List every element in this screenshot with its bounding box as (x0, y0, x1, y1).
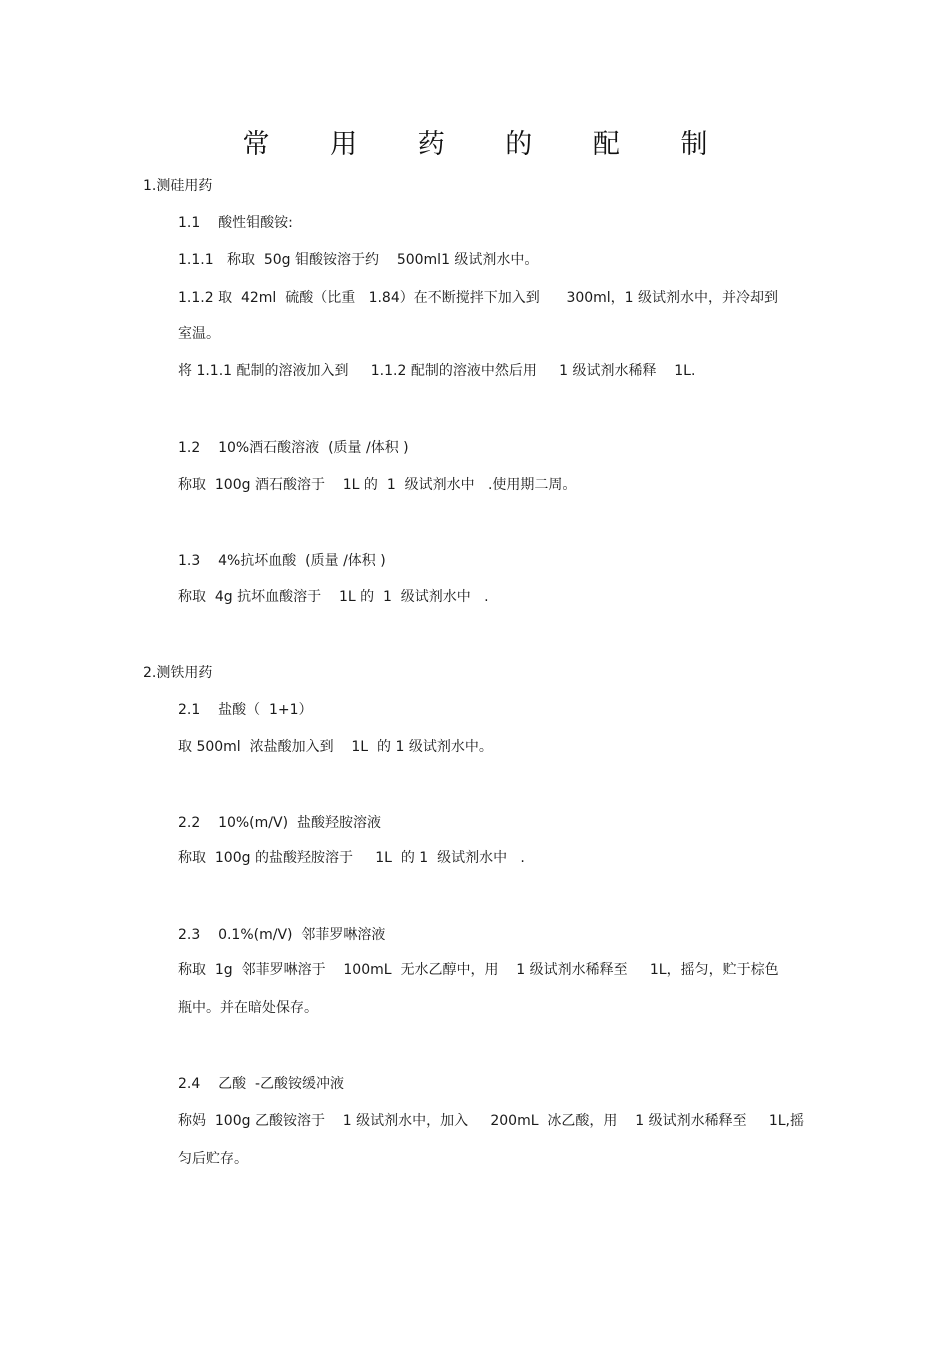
paragraph-2-3: 称取 1g 邻菲罗啉溶于 100mL 无水乙醇中，用 1 级试剂水稀释至 1L，摇匀，贮于棕色 (178, 962, 779, 978)
paragraph-1-1-2-cont: 室温。 (178, 326, 220, 342)
paragraph-2-2: 称取 100g 的盐酸羟胺溶于 1L 的 1 级试剂水中 . (178, 850, 525, 866)
paragraph-2-1: 取 500ml 浓盐酸加入到 1L 的 1 级试剂水中。 (178, 739, 493, 755)
paragraph-1-3: 称取 4g 抗坏血酸溶于 1L 的 1 级试剂水中 . (178, 589, 489, 605)
section-heading-iron: 2.测铁用药 (143, 665, 213, 681)
paragraph-2-3-cont: 瓶中。并在暗处保存。 (178, 1000, 318, 1016)
subsection-heading-2-4: 2.4 乙酸 -乙酸铵缓冲液 (178, 1076, 345, 1092)
subsection-heading-1-2: 1.2 10%酒石酸溶液 (质量 /体积 ) (178, 440, 409, 456)
section-heading-silicon: 1.测硅用药 (143, 178, 213, 194)
paragraph-1-1-2: 1.1.2 取 42ml 硫酸（比重 1.84）在不断搅拌下加入到 300ml，1 级试剂水中，并冷却到 (178, 290, 779, 306)
paragraph-1-1-mix: 将 1.1.1 配制的溶液加入到 1.1.2 配制的溶液中然后用 1 级试剂水稀释 1L. (178, 363, 696, 379)
subsection-heading-2-1: 2.1 盐酸（ 1+1） (178, 702, 313, 718)
subsection-heading-2-2: 2.2 10%(m/V) 盐酸羟胺溶液 (178, 815, 381, 831)
paragraph-2-4: 称妈 100g 乙酸铵溶于 1 级试剂水中，加入 200mL 冰乙酸，用 1 级试剂水稀释至 1L,摇 (178, 1113, 804, 1129)
paragraph-2-4-cont: 匀后贮存。 (178, 1151, 248, 1167)
paragraph-1-2: 称取 100g 酒石酸溶于 1L 的 1 级试剂水中 .使用期二周。 (178, 477, 577, 493)
document-title: 常 用 药 的 配 制 (242, 129, 734, 160)
subsection-heading-1-1: 1.1 酸性钼酸铵: (178, 215, 293, 231)
paragraph-1-1-1: 1.1.1 称取 50g 钼酸铵溶于约 500ml1 级试剂水中。 (178, 252, 539, 268)
subsection-heading-2-3: 2.3 0.1%(m/V) 邻菲罗啉溶液 (178, 927, 386, 943)
subsection-heading-1-3: 1.3 4%抗坏血酸 (质量 /体积 ) (178, 553, 386, 569)
